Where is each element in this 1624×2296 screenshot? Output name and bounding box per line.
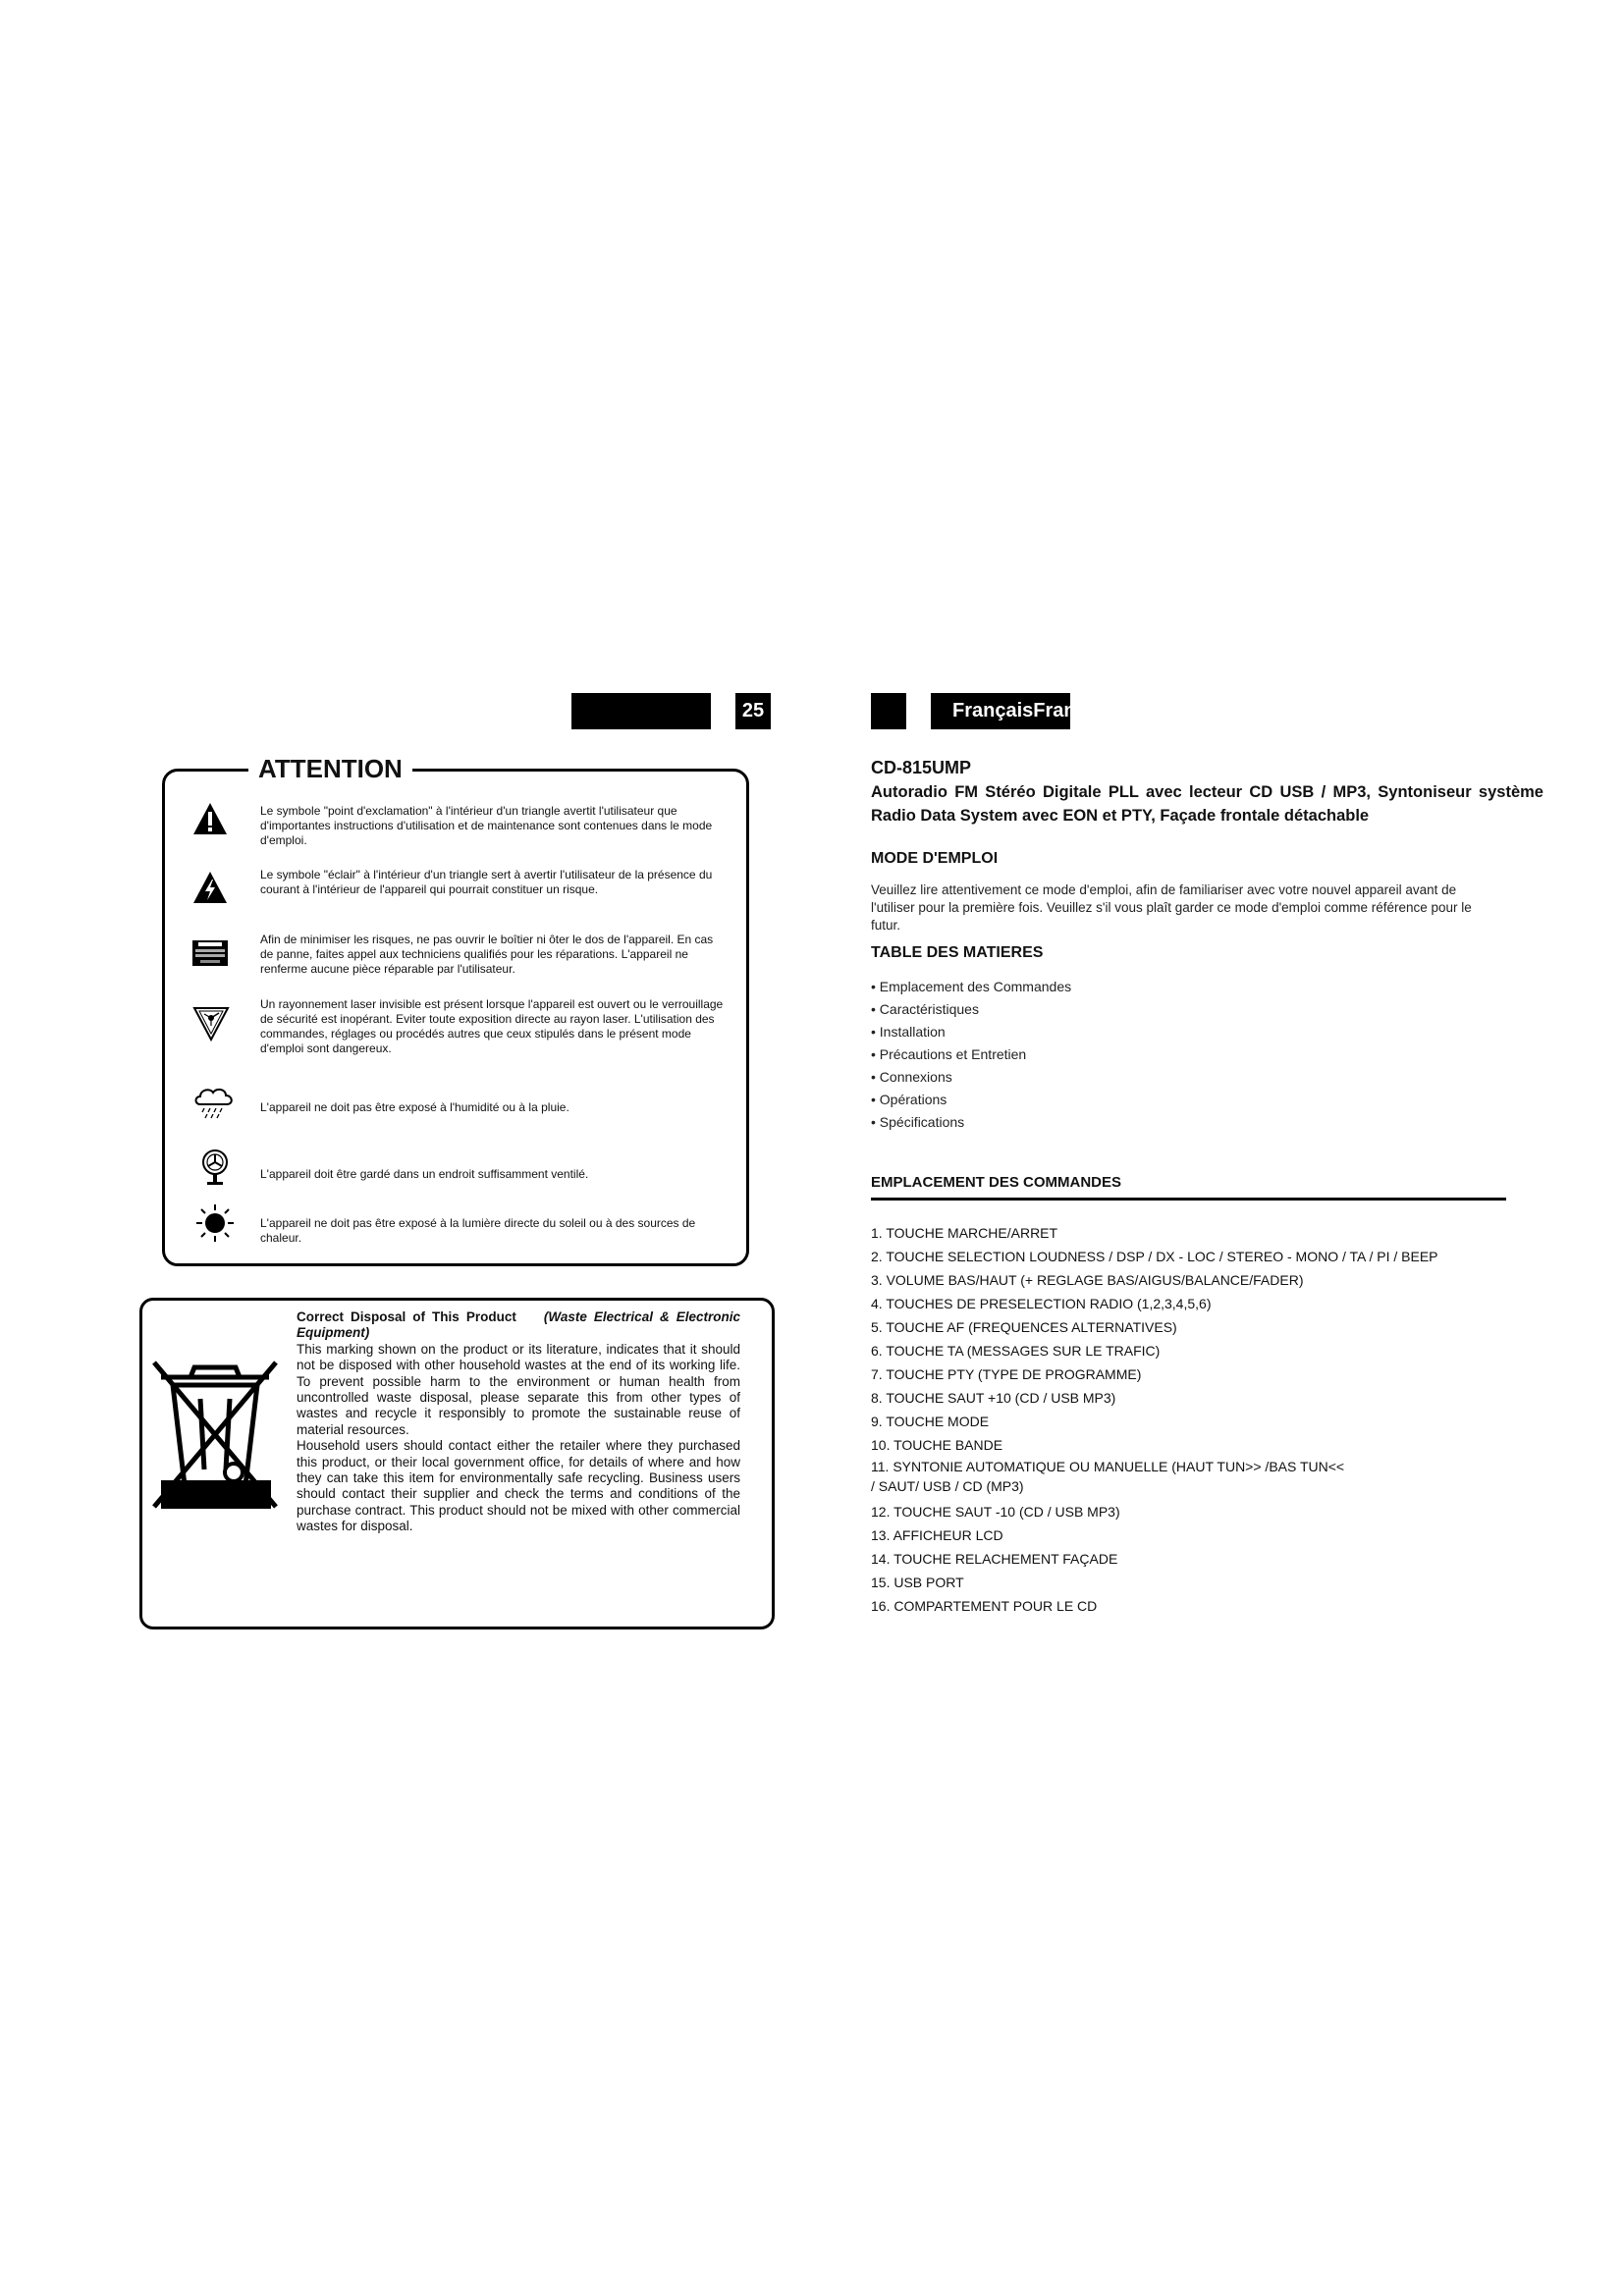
list-item: 13. AFFICHEUR LCD: [871, 1527, 1003, 1543]
attention-text-5: L'appareil ne doit pas être exposé à l'humidité ou à la pluie.: [260, 1100, 569, 1114]
list-item: 9. TOUCHE MODE: [871, 1414, 990, 1429]
attention-text-1: Le symbole "point d'exclamation" à l'intérieur d'un triangle avertit l'utilisateur que d'importantes instructions d'utilisation et de maintenance sont contenues dans le mode d'emploi.: [260, 804, 713, 847]
disposal-title: Correct Disposal of This Product (Waste Electrical & Electronic Equipment): [297, 1309, 740, 1341]
toc-heading: TABLE DES MATIERES: [871, 944, 1044, 961]
page-number: 25: [735, 693, 771, 729]
list-item: 7. TOUCHE PTY (TYPE DE PROGRAMME): [871, 1366, 1142, 1382]
disposal-paragraph-1: This marking shown on the product or its literature, indicates that it should not be disposed with other household wastes at the end of its working life. To prevent possible harm to the environment or human health from uncontrolled waste disposal, please separate this from other types of wastes and recycle it responsibly to promote the sustainable reuse of material resources.: [297, 1341, 740, 1437]
sun-icon: [194, 1202, 236, 1249]
lightning-triangle-icon: [192, 871, 228, 909]
product-subtitle: Autoradio FM Stéréo Digitale PLL avec lecteur CD USB / MP3, Syntoniseur système Radio Data System avec EON et PTY, Façade frontale détachable: [871, 783, 1543, 825]
list-item: • Précautions et Entretien: [871, 1046, 1027, 1062]
list-item: 4. TOUCHES DE PRESELECTION RADIO (1,2,3,4,5,6): [871, 1296, 1212, 1311]
list-item: 10. TOUCHE BANDE: [871, 1437, 1003, 1453]
list-item: • Connexions: [871, 1069, 952, 1085]
list-item: 8. TOUCHE SAUT +10 (CD / USB MP3): [871, 1390, 1116, 1406]
intro-paragraph: Veuillez lire attentivement ce mode d'emploi, afin de familiariser avec votre nouvel appareil avant de l'utiliser pour la première fois. Veuillez s'il vous plaît garder ce mode d'emploi comme référence pour le futur.: [871, 882, 1472, 933]
attention-text-7: L'appareil ne doit pas être exposé à la lumière directe du soleil ou à des sources de chaleur.: [260, 1216, 696, 1245]
attention-text-2: Le symbole "éclair" à l'intérieur d'un triangle sert à avertir l'utilisateur de la présence du courant à l'intérieur de l'appareil qui pourrait constituer un risque.: [260, 868, 713, 896]
header-bar-left: [571, 693, 711, 729]
attention-text-4: Un rayonnement laser invisible est présent lorsque l'appareil est ouvert ou le verrouillage de sécurité est inopérant. Eviter toute exposition directe au rayon laser. L'utilisation des commandes, réglages ou procédés autres que ceux stipulés dans le présent mode d'emploi sont dangereux.: [260, 997, 724, 1055]
manual-heading: MODE D'EMPLOI: [871, 850, 999, 867]
model-number: CD-815UMP: [871, 758, 972, 777]
list-item: • Opérations: [871, 1092, 947, 1107]
list-item: 2. TOUCHE SELECTION LOUDNESS / DSP / DX - LOC / STEREO - MONO / TA / PI / BEEP: [871, 1249, 1438, 1264]
controls-list: [871, 1221, 1438, 1618]
toc-list: [871, 976, 1071, 1134]
list-item: • Spécifications: [871, 1114, 965, 1130]
list-item: 11. SYNTONIE AUTOMATIQUE OU MANUELLE (HAUT TUN>> /BAS TUN<<: [871, 1459, 1345, 1474]
attention-text-6: L'appareil doit être gardé dans un endroit suffisamment ventilé.: [260, 1167, 589, 1181]
header-square-right: [871, 693, 906, 729]
laser-warning-icon: [192, 1006, 230, 1046]
list-item: 3. VOLUME BAS/HAUT (+ REGLAGE BAS/AIGUS/BALANCE/FADER): [871, 1272, 1304, 1288]
controls-divider: [871, 1198, 1506, 1201]
disposal-text: [297, 1309, 740, 1535]
controls-heading: EMPLACEMENT DES COMMANDES: [871, 1174, 1122, 1191]
list-item: 14. TOUCHE RELACHEMENT FAÇADE: [871, 1551, 1118, 1567]
list-item: / SAUT/ USB / CD (MP3): [871, 1478, 1024, 1494]
list-item: • Caractéristiques: [871, 1001, 979, 1017]
list-item: • Emplacement des Commandes: [871, 979, 1072, 994]
list-item: 12. TOUCHE SAUT -10 (CD / USB MP3): [871, 1504, 1120, 1520]
list-item: 16. COMPARTEMENT POUR LE CD: [871, 1598, 1098, 1614]
language-tab: FrançaisFrançais: [931, 693, 1070, 729]
attention-title: ATTENTION: [248, 752, 412, 785]
list-item: 15. USB PORT: [871, 1575, 964, 1590]
list-item: 5. TOUCHE AF (FREQUENCES ALTERNATIVES): [871, 1319, 1177, 1335]
rain-cloud-icon: [192, 1085, 236, 1125]
attention-text-3: Afin de minimiser les risques, ne pas ouvrir le boîtier ni ôter le dos de l'appareil. En cas de panne, faites appel aux techniciens qualifiés pour les réparations. L'appareil ne renferme aucune pièce réparable par l'utilisateur.: [260, 933, 714, 976]
bin-bar-mark: [161, 1480, 271, 1509]
list-item: • Installation: [871, 1024, 946, 1040]
disposal-paragraph-2: Household users should contact either the retailer where they purchased this product, or their local government office, for details of where and how they can take this item for environmentally safe recycling. Business users should contact their supplier and check the terms and conditions of the purchase contract. This product should not be mixed with other commercial wastes for disposal.: [297, 1438, 740, 1534]
fan-ventilation-icon: [200, 1148, 230, 1193]
list-item: 1. TOUCHE MARCHE/ARRET: [871, 1225, 1058, 1241]
list-item: 6. TOUCHE TA (MESSAGES SUR LE TRAFIC): [871, 1343, 1161, 1359]
caution-label-icon: [192, 940, 228, 971]
exclamation-triangle-icon: [192, 802, 228, 840]
